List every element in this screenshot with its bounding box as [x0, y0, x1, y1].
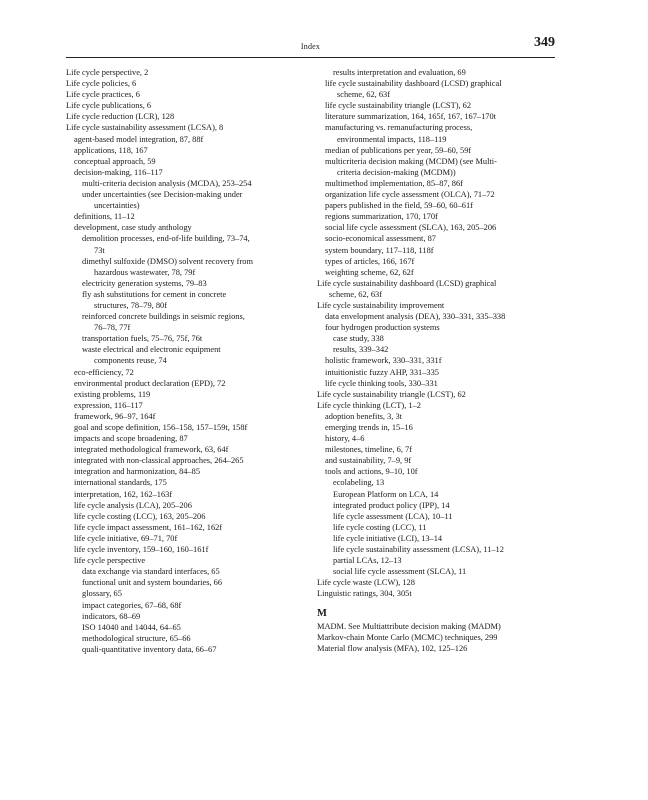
index-entry: development, case study anthology — [74, 223, 192, 233]
index-entry: life cycle sustainability dashboard (LCSD) graphical — [325, 79, 502, 89]
index-entry: life cycle impact assessment, 161–162, 162f — [74, 522, 223, 532]
index-entry: indicators, 68–69 — [82, 611, 141, 621]
index-entry: organization life cycle assessment (OLCA), 71–72 — [325, 190, 495, 200]
index-entry: Life cycle sustainability dashboard (LCSD) graphical — [317, 278, 497, 288]
index-entry: life cycle sustainability triangle (LCST), 62 — [325, 101, 472, 111]
index-entry: socio-economical assessment, 87 — [325, 234, 436, 244]
index-entry: reinforced concrete buildings in seismic regions, — [82, 312, 245, 322]
index-entry: data exchange via standard interfaces, 65 — [82, 567, 220, 577]
index-entry: system boundary, 117–118, 118f — [325, 245, 434, 255]
index-entry: holistic framework, 330–331, 331f — [325, 356, 442, 366]
index-entry: Life cycle reduction (LCR), 128 — [66, 112, 175, 122]
index-entry: multicriteria decision making (MCDM) (see Multi- — [325, 156, 497, 166]
index-entry: interpretation, 162, 162–163f — [74, 489, 173, 499]
index-column-right — [317, 67, 557, 654]
index-entry: results, 339–342 — [333, 345, 389, 355]
index-entry: case study, 338 — [333, 334, 384, 344]
index-entry: European Platform on LCA, 14 — [333, 489, 439, 499]
index-entry: weighting scheme, 62, 62f — [325, 267, 414, 277]
index-entry: structures, 78–79, 80f — [94, 300, 168, 310]
index-entry: literature summarization, 164, 165f, 167, 167–170t — [325, 112, 496, 122]
index-entry: impacts and scope broadening, 87 — [74, 434, 188, 444]
index-entry: types of articles, 166, 167f — [325, 256, 415, 266]
index-entry: life cycle costing (LCC), 11 — [333, 522, 427, 532]
index-entry: criteria decision-making (MCDM)) — [337, 167, 456, 177]
index-entry: eco-efficiency, 72 — [74, 367, 134, 377]
index-entry: Life cycle sustainability improvement — [317, 300, 445, 310]
index-entry: uncertainties) — [94, 201, 140, 211]
index-entry: Material flow analysis (MFA), 102, 125–126 — [317, 643, 468, 653]
index-entry: agent-based model integration, 87, 88f — [74, 134, 204, 144]
index-entry: life cycle thinking tools, 330–331 — [325, 378, 438, 388]
index-entry: integrated product policy (IPP), 14 — [333, 500, 450, 510]
index-entry: conceptual approach, 59 — [74, 156, 156, 166]
index-entry: applications, 118, 167 — [74, 145, 148, 155]
index-entry: fly ash substitutions for cement in concrete — [82, 289, 227, 299]
index-entry: data envelopment analysis (DEA), 330–331, 335–338 — [325, 312, 506, 322]
index-entry: partial LCAs, 12–13 — [333, 556, 402, 566]
index-entry: electricity generation systems, 79–83 — [82, 278, 207, 288]
index-entry: Life cycle practices, 6 — [66, 90, 140, 100]
index-entry: life cycle initiative (LCI), 13–14 — [333, 533, 443, 543]
index-entry: waste electrical and electronic equipment — [82, 345, 221, 355]
index-entry: 76–78, 77f — [94, 323, 131, 333]
index-entry: life cycle sustainability assessment (LCSA), 11–12 — [333, 545, 504, 555]
page-header — [66, 33, 555, 58]
index-entry: components reuse, 74 — [94, 356, 167, 366]
index-entry: life cycle initiative, 69–71, 70f — [74, 533, 178, 543]
index-entry: Life cycle sustainability assessment (LCSA), 8 — [66, 123, 224, 133]
index-entry: intuitionistic fuzzy AHP, 331–335 — [325, 367, 439, 377]
index-entry: framework, 96–97, 164f — [74, 411, 156, 421]
index-entry: Life cycle waste (LCW), 128 — [317, 578, 415, 588]
index-entry: four hydrogen production systems — [325, 323, 440, 333]
index-entry: methodological structure, 65–66 — [82, 633, 191, 643]
index-entry: life cycle inventory, 159–160, 160–161f — [74, 545, 209, 555]
index-entry: transportation fuels, 75–76, 75f, 76t — [82, 334, 203, 344]
index-entry: goal and scope definition, 156–158, 157–159t, 158f — [74, 423, 248, 432]
index-entry: life cycle analysis (LCA), 205–206 — [74, 500, 192, 510]
index-column-left — [66, 67, 306, 655]
index-entry: MADM. See Multiattribute decision making (MADM) — [317, 621, 501, 631]
index-entry: glossary, 65 — [82, 589, 122, 599]
running-head: Index — [300, 42, 321, 51]
index-entry: life cycle costing (LCC), 163, 205–206 — [74, 511, 206, 521]
index-entry: ISO 14040 and 14044, 64–65 — [82, 622, 181, 632]
index-entry: environmental product declaration (EPD), 72 — [74, 378, 226, 388]
index-entry: regions summarization, 170, 170f — [325, 212, 438, 222]
index-entry: quali-quantitative inventory data, 66–67 — [82, 644, 217, 654]
index-entry: adoption benefits, 3, 3t — [325, 411, 402, 421]
index-entry: ecolabeling, 13 — [333, 478, 385, 488]
index-entry: integrated with non-classical approaches, 264–265 — [74, 456, 244, 466]
index-entry: Life cycle thinking (LCT), 1–2 — [317, 400, 421, 410]
index-entry: social life cycle assessment (SLCA), 163, 205–206 — [325, 223, 497, 233]
index-entry: 73t — [94, 245, 105, 255]
page-number: 349 — [534, 35, 555, 50]
index-entry: scheme, 62, 63f — [337, 90, 391, 100]
index-entry: integration and harmonization, 84–85 — [74, 467, 201, 477]
index-entry: environmental impacts, 118–119 — [337, 134, 447, 144]
index-entry: papers published in the field, 59–60, 60–61f — [325, 201, 473, 211]
index-entry: manufacturing vs. remanufacturing process, — [325, 123, 473, 133]
index-entry: expression, 116–117 — [74, 400, 143, 410]
index-entry: functional unit and system boundaries, 66 — [82, 578, 223, 588]
index-entry: history, 4–6 — [325, 434, 365, 444]
index-entry: results interpretation and evaluation, 69 — [333, 68, 466, 77]
index-entry: under uncertainties (see Decision-making under — [82, 190, 243, 200]
index-entry: definitions, 11–12 — [74, 212, 135, 222]
index-entry: scheme, 62, 63f — [329, 289, 383, 299]
index-entry: Life cycle perspective, 2 — [66, 68, 149, 77]
index-entry: integrated methodological framework, 63, 64f — [74, 445, 229, 455]
index-entry: international standards, 175 — [74, 478, 167, 488]
index-entry: dimethyl sulfoxide (DMSO) solvent recovery from — [82, 256, 253, 266]
index-entry: multimethod implementation, 85–87, 86f — [325, 178, 463, 188]
index-entry: life cycle perspective — [74, 556, 146, 566]
index-entry: Life cycle sustainability triangle (LCST), 62 — [317, 389, 466, 399]
index-entry: Life cycle publications, 6 — [66, 101, 152, 111]
index-entry: median of publications per year, 59–60, 59f — [325, 145, 472, 155]
index-entry: milestones, timeline, 6, 7f — [325, 445, 412, 455]
index-entry: social life cycle assessment (SLCA), 11 — [333, 567, 467, 577]
index-entry: Life cycle policies, 6 — [66, 79, 137, 89]
index-entry: life cycle assessment (LCA), 10–11 — [333, 511, 453, 521]
index-entry: tools and actions, 9–10, 10f — [325, 467, 418, 477]
index-entry: demolition processes, end-of-life building, 73–74, — [82, 234, 250, 244]
index-entry: multi-criteria decision analysis (MCDA), 253–254 — [82, 178, 252, 188]
index-entry: and sustainability, 7–9, 9f — [325, 456, 412, 466]
index-entry: emerging trends in, 15–16 — [325, 423, 413, 432]
index-entry: existing problems, 119 — [74, 389, 151, 399]
index-entry: impact categories, 67–68, 68f — [82, 600, 182, 610]
index-entry: decision-making, 116–117 — [74, 167, 163, 177]
index-entry: Markov-chain Monte Carlo (MCMC) techniques, 299 — [317, 632, 498, 642]
section-letter: M — [317, 607, 327, 619]
index-entry: Linguistic ratings, 304, 305t — [317, 589, 412, 599]
index-entry: hazardous wastewater, 78, 79f — [94, 267, 196, 277]
